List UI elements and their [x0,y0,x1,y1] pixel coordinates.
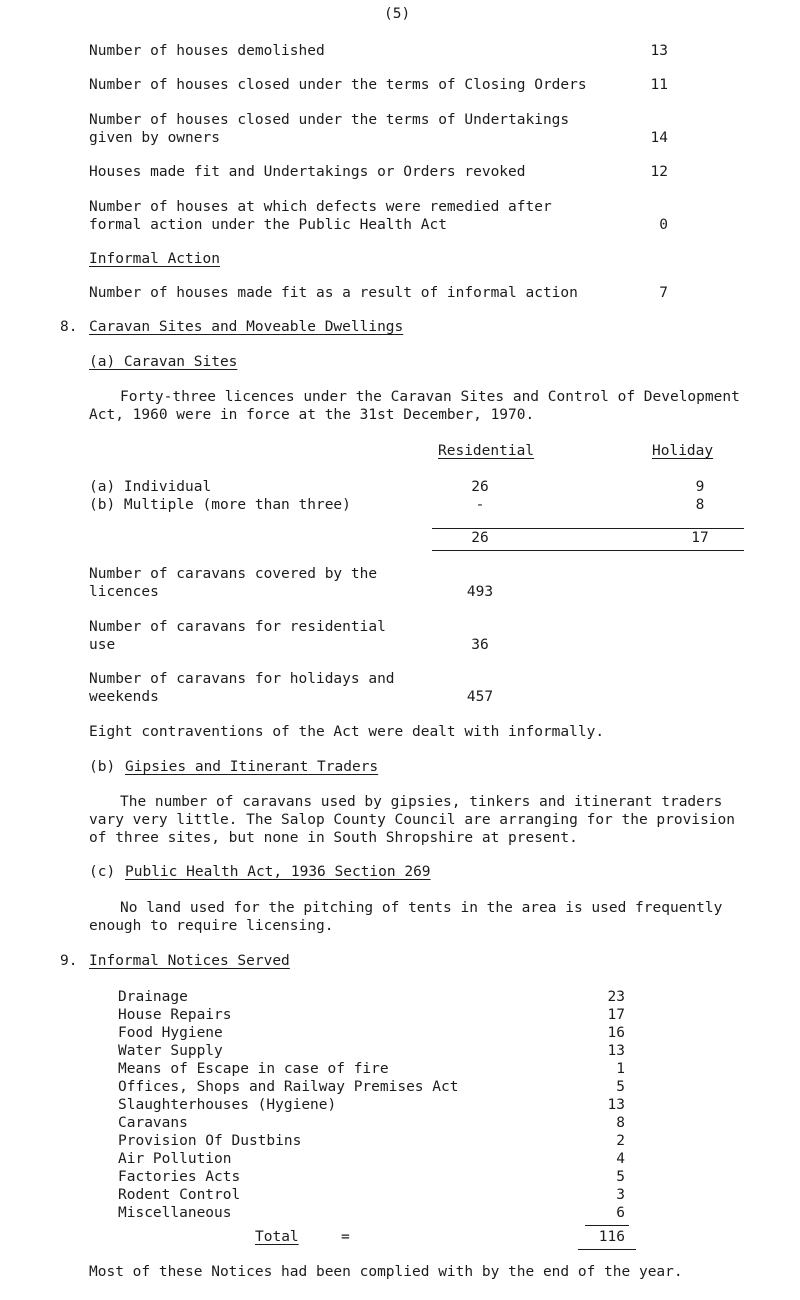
caravan-count-value: 36 [471,637,489,653]
closing-text: Most of these Notices had been complied with by the end of the year. [89,1264,683,1280]
gipsies-heading: Gipsies and Itinerant Traders [125,759,379,775]
notice-label: Caravans [118,1115,188,1131]
notice-value: 1 [616,1061,625,1077]
caravan-count-label: Number of caravans for holidays and [89,671,395,687]
section-8-number: 8. [60,319,78,335]
licence-row-label: (a) Individual [89,479,212,495]
public-health-para-line: enough to require licensing. [89,918,334,934]
notice-label: House Repairs [118,1007,232,1023]
notice-label: Drainage [118,989,188,1005]
licence-total-holiday: 17 [691,530,709,546]
notice-value: 17 [607,1007,625,1023]
notice-value: 16 [607,1025,625,1041]
notices-sum-rule [585,1225,629,1226]
house-stat-value: 11 [650,77,668,93]
house-stat-label: Number of houses closed under the terms of Undertakings [89,112,570,128]
licence-row-holiday: 9 [695,479,705,495]
informal-action-label: Number of houses made fit as a result of informal action [89,285,578,301]
notice-value: 3 [616,1187,625,1203]
section-9-heading: Informal Notices Served [89,953,290,969]
licence-total-residential: 26 [471,530,489,546]
notices-total-value: 116 [598,1229,625,1245]
house-stat-value: 0 [659,217,668,233]
house-stat-value: 14 [650,130,668,146]
caravan-count-label: weekends [89,689,159,705]
notices-total-equals: = [341,1229,350,1245]
notice-label: Factories Acts [118,1169,241,1185]
house-stat-label: formal action under the Public Health Act [89,217,447,233]
notice-label: Provision Of Dustbins [118,1133,302,1149]
public-health-heading: Public Health Act, 1936 Section 269 [125,864,431,880]
house-stat-label: Houses made fit and Undertakings or Orders revoked [89,164,526,180]
notices-total-underline [578,1249,636,1250]
caravan-count-label: licences [89,584,159,600]
notice-label: Miscellaneous [118,1205,232,1221]
col-holiday: Holiday [652,443,714,459]
informal-action-value: 7 [659,285,668,301]
licence-total-rule [432,528,744,529]
notice-label: Offices, Shops and Railway Premises Act [118,1079,459,1095]
licence-row-residential: - [475,497,485,513]
section-9-number: 9. [60,953,78,969]
notice-label: Air Pollution [118,1151,232,1167]
section-8-heading: Caravan Sites and Moveable Dwellings [89,319,404,335]
gipsies-para-line: of three sites, but none in South Shropshire at present. [89,830,578,846]
col-residential: Residential [438,443,535,459]
caravan-sites-heading [89,354,237,370]
gipsies-para-line: vary very little. The Salop County Council are arranging for the provision [89,812,736,828]
notices-total-label: Total [255,1229,299,1245]
notice-value: 23 [607,989,625,1005]
notice-label: Slaughterhouses (Hygiene) [118,1097,337,1113]
caravan-count-value: 493 [466,584,494,600]
caravan-count-value: 457 [466,689,494,705]
notice-label: Rodent Control [118,1187,241,1203]
notice-value: 13 [607,1097,625,1113]
contraventions-text: Eight contraventions of the Act were dealt with informally. [89,724,605,740]
public-health-heading-prefix: (c) [89,864,116,880]
house-stat-label: given by owners [89,130,220,146]
notice-value: 6 [616,1205,625,1221]
licence-row-holiday: 8 [695,497,705,513]
gipsies-heading-prefix: (b) [89,759,116,775]
caravan-sites-heading-text: (a) Caravan Sites [89,354,238,370]
page-number: (5) [384,6,411,22]
notice-value: 5 [616,1169,625,1185]
notice-label: Means of Escape in case of fire [118,1061,389,1077]
notice-value: 13 [607,1043,625,1059]
house-stat-label: Number of houses closed under the terms of Closing Orders [89,77,587,93]
notice-label: Water Supply [118,1043,223,1059]
public-health-para-line: No land used for the pitching of tents in the area is used frequently [120,900,723,916]
informal-action-heading: Informal Action [89,251,220,267]
licence-total-underline [432,550,744,551]
gipsies-para-line: The number of caravans used by gipsies, tinkers and itinerant traders [120,794,723,810]
notice-label: Food Hygiene [118,1025,223,1041]
notice-value: 5 [616,1079,625,1095]
notice-value: 4 [616,1151,625,1167]
house-stat-value: 12 [650,164,668,180]
caravan-count-label: Number of caravans covered by the [89,566,378,582]
caravan-licences-para-line: Forty-three licences under the Caravan Sites and Control of Development [120,389,740,405]
caravan-count-label: use [89,637,116,653]
notice-value: 8 [616,1115,625,1131]
house-stat-value: 13 [650,43,668,59]
notice-value: 2 [616,1133,625,1149]
caravan-count-label: Number of caravans for residential [89,619,386,635]
house-stat-label: Number of houses demolished [89,43,325,59]
licence-row-residential: 26 [471,479,489,495]
caravan-licences-para-line: Act, 1960 were in force at the 31st December, 1970. [89,407,535,423]
house-stat-label: Number of houses at which defects were remedied after [89,199,552,215]
licence-row-label: (b) Multiple (more than three) [89,497,351,513]
